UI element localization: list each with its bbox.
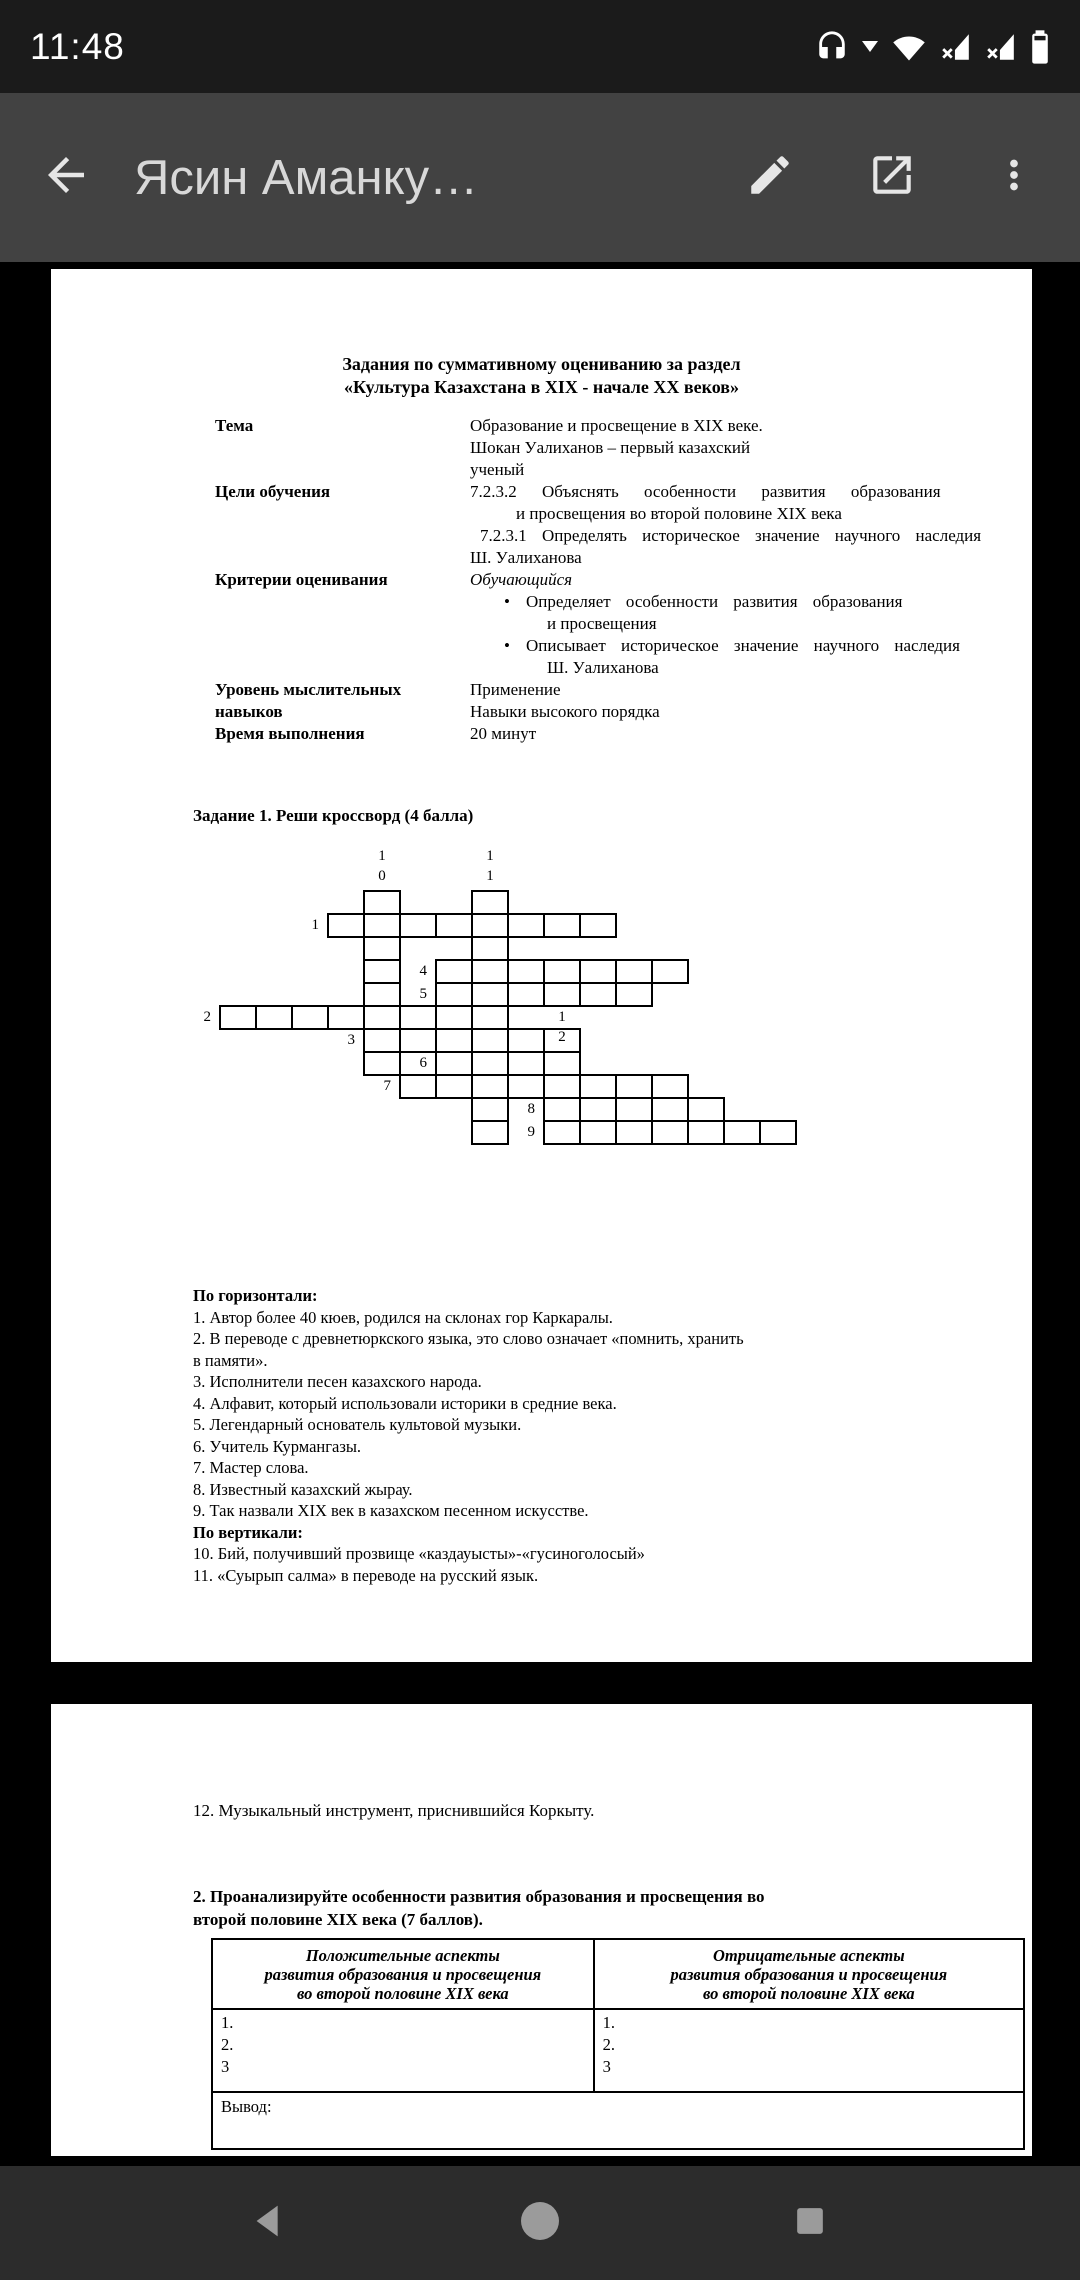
level-value <box>470 679 1017 723</box>
crossword-cell[interactable] <box>327 913 365 938</box>
assessment-title <box>51 353 1032 399</box>
criteria-bullet-line: Ш. Уалиханова <box>547 658 659 677</box>
crossword-cell[interactable] <box>471 913 509 938</box>
crossword-cell[interactable] <box>471 1051 509 1076</box>
crossword-number: 1 0 <box>378 848 386 884</box>
crossword-cell[interactable] <box>435 982 473 1007</box>
crossword-cell[interactable] <box>579 982 617 1007</box>
time-label: Время выполнения <box>215 724 365 743</box>
navigation-bar <box>0 2166 1080 2280</box>
document-scroll-area[interactable] <box>0 262 1080 2166</box>
crossword-cell[interactable] <box>363 959 401 984</box>
meta-row-level <box>215 679 1017 723</box>
document-page-1 <box>51 269 1032 1662</box>
crossword-cell[interactable] <box>363 1051 401 1076</box>
crossword-cell[interactable] <box>471 982 509 1007</box>
crossword-cell[interactable] <box>363 890 401 915</box>
clue-line: 7. Мастер слова. <box>193 1458 309 1477</box>
answer-slot: 1. <box>602 2013 615 2032</box>
tema-line: Шокан Уалиханов – первый казахский <box>470 438 751 457</box>
status-icons <box>815 30 1050 64</box>
crossword-cell[interactable] <box>327 1005 365 1030</box>
vertical-clues-title: По вертикали: <box>193 1522 303 1542</box>
crossword-cell[interactable] <box>291 1005 329 1030</box>
criteria-value <box>470 569 1017 679</box>
crossword-cell[interactable] <box>435 1028 473 1053</box>
document-page-2 <box>51 1704 1032 2156</box>
meta-row-goals <box>215 481 1017 569</box>
crossword-cell[interactable] <box>615 982 653 1007</box>
crossword-number: 1 1 <box>486 848 494 884</box>
task2-heading-line2: второй половине XIX века (7 баллов). <box>193 1910 483 1929</box>
answer-slot: 2. <box>602 2035 615 2054</box>
cellular-signal-crossed-icon-2 <box>985 31 1017 63</box>
clue-12: 12. Музыкальный инструмент, приснившийся Коркыту. <box>193 1801 595 1820</box>
level-label <box>215 679 470 723</box>
horizontal-clues-list <box>193 1307 1005 1522</box>
crossword-cell[interactable] <box>723 1120 761 1145</box>
crossword-number: 3 <box>347 1032 355 1048</box>
open-in-new-button[interactable] <box>860 146 924 210</box>
vertical-clues-list <box>193 1543 1005 1586</box>
crossword-number: 7 <box>383 1078 391 1094</box>
header-line: развития образования и просвещения <box>670 1964 948 1984</box>
clue-line: 1. Автор более 40 кюев, родился на склонах гор Каркаралы. <box>193 1307 613 1327</box>
clue-line: 3. Исполнители песен казахского народа. <box>193 1372 482 1391</box>
back-button[interactable] <box>34 146 98 210</box>
criteria-bullet-text <box>526 591 902 635</box>
tema-line: Образование и просвещение в XIX веке. <box>470 416 763 435</box>
crossword-cell[interactable] <box>471 1028 509 1053</box>
crossword-cell[interactable] <box>615 959 653 984</box>
crossword-cell[interactable] <box>507 959 545 984</box>
answer-slot: 2. <box>221 2035 234 2054</box>
criteria-bullet <box>470 635 1017 679</box>
crossword-cell[interactable] <box>471 1005 509 1030</box>
crossword-cell[interactable] <box>507 1028 545 1053</box>
crossword-cell[interactable] <box>543 1074 581 1099</box>
crossword-cell[interactable] <box>399 913 437 938</box>
pencil-icon <box>745 150 795 205</box>
nav-recents-square-icon <box>788 2199 832 2248</box>
crossword-number: 4 <box>419 963 427 979</box>
header-line: во второй половине XIX века <box>296 1983 509 2003</box>
conclusion-cell[interactable]: Вывод: <box>212 2092 1024 2149</box>
crossword-cell[interactable] <box>759 1120 797 1145</box>
level-label-line: Уровень мыслительных <box>215 680 402 699</box>
task1-heading: Задание 1. Реши кроссворд (4 балла) <box>193 806 474 825</box>
crossword-cell[interactable] <box>363 913 401 938</box>
crossword-number: 1 2 <box>558 1009 566 1045</box>
crossword-number: 8 <box>527 1101 535 1117</box>
header-line: развития образования и просвещения <box>264 1964 542 1984</box>
header-line: во второй половине XIX века <box>702 1983 915 2003</box>
crossword-cell[interactable] <box>471 936 509 961</box>
clue-line: 5. Легендарный основатель культовой музыки. <box>193 1415 522 1434</box>
answer-slot: 1. <box>221 2013 234 2032</box>
clue-line: 9. Так назвали XIX век в казахском песенном искусстве. <box>193 1501 589 1520</box>
criteria-bullet <box>470 591 1017 635</box>
clue-line: 11. «Суырып салма» в переводе на русский язык. <box>193 1565 539 1585</box>
tema-value <box>470 415 1017 481</box>
crossword-cell[interactable] <box>651 1074 689 1099</box>
battery-icon <box>1030 30 1050 64</box>
crossword-cell[interactable] <box>363 982 401 1007</box>
nav-home-button[interactable] <box>506 2189 574 2257</box>
clue-line: 4. Алфавит, который использовали историки в средние века. <box>193 1393 617 1413</box>
criteria-bullet-text <box>526 635 960 679</box>
crossword-cell[interactable] <box>471 1120 509 1145</box>
answer-slot: 3 <box>221 2057 230 2076</box>
crossword-cell[interactable] <box>471 1097 509 1122</box>
crossword-cell[interactable] <box>507 1074 545 1099</box>
assessment-title-line2: «Культура Казахстана в XIX - начале XX веков» <box>343 377 740 397</box>
crossword-cell[interactable] <box>507 913 545 938</box>
crossword-cell[interactable] <box>543 959 581 984</box>
crossword-clues <box>193 1285 1005 1586</box>
crossword-cell[interactable] <box>471 1074 509 1099</box>
nav-back-button[interactable] <box>236 2189 304 2257</box>
task2-heading <box>193 1885 1005 1931</box>
crossword-cell[interactable] <box>399 1074 437 1099</box>
crossword-cell[interactable] <box>579 913 617 938</box>
nav-back-triangle-icon <box>247 2198 293 2249</box>
crossword-cell[interactable] <box>615 1097 653 1122</box>
app-bar <box>0 93 1080 262</box>
edit-button[interactable] <box>738 146 802 210</box>
crossword-cell[interactable] <box>363 1005 401 1030</box>
criteria-bullet-line: Определяет особенности развития образования <box>526 592 903 611</box>
more-vert-icon <box>991 152 1037 203</box>
crossword-cell[interactable] <box>543 1120 581 1145</box>
level-value-line: Применение <box>470 680 561 699</box>
time-value: 20 минут <box>470 724 537 743</box>
crossword-cell[interactable] <box>507 982 545 1007</box>
nav-recents-button[interactable] <box>776 2189 844 2257</box>
assessment-meta <box>215 415 1017 745</box>
open-in-new-icon <box>867 150 917 205</box>
crossword-cell[interactable] <box>435 1051 473 1076</box>
goals-label: Цели обучения <box>215 482 331 501</box>
crossword-cell[interactable] <box>615 1074 653 1099</box>
headphones-icon <box>815 30 849 64</box>
crossword-cell[interactable] <box>615 1120 653 1145</box>
crossword-cell[interactable] <box>543 1051 581 1076</box>
crossword-cell[interactable] <box>363 1028 401 1053</box>
crossword-number: 6 <box>419 1055 427 1071</box>
crossword-number: 2 <box>203 1009 211 1025</box>
crossword-cell[interactable] <box>543 913 581 938</box>
status-bar <box>0 0 1080 93</box>
crossword-cell[interactable] <box>399 1005 437 1030</box>
clock: 11:48 <box>30 25 125 67</box>
document-title: Ясин Аманку… <box>134 150 479 205</box>
clue-line: 2. В переводе с древнетюркского языка, это слово означает «помнить, хранить <box>193 1329 744 1348</box>
aspects-body-row <box>212 2009 1024 2092</box>
cellular-signal-crossed-icon <box>940 31 972 63</box>
crossword-cell[interactable] <box>579 959 617 984</box>
bullet-icon <box>470 591 526 635</box>
level-value-line: Навыки высокого порядка <box>470 702 660 721</box>
crossword-cell[interactable] <box>435 913 473 938</box>
crossword-cell[interactable] <box>687 1097 725 1122</box>
criteria-intro: Обучающийся <box>470 570 573 589</box>
crossword-number: 1 <box>311 917 319 933</box>
nav-home-circle-icon <box>516 2197 564 2250</box>
meta-row-tema <box>215 415 1017 481</box>
crossword-cell[interactable] <box>435 1005 473 1030</box>
arrow-back-icon <box>39 148 93 207</box>
bullet-icon <box>470 635 526 679</box>
task2-heading-line1: 2. Проанализируйте особенности развития образования и просвещения во <box>193 1887 765 1906</box>
aspects-table <box>211 1938 1025 2150</box>
criteria-label: Критерии оценивания <box>215 570 388 589</box>
clue-line: 6. Учитель Курмангазы. <box>193 1436 362 1456</box>
crossword-cell[interactable] <box>507 1051 545 1076</box>
crossword-cell[interactable] <box>687 1120 725 1145</box>
meta-row-criteria <box>215 569 1017 679</box>
goals-line: Ш. Уалиханова <box>470 548 582 567</box>
crossword-cell[interactable] <box>579 1074 617 1099</box>
crossword-cell[interactable] <box>651 1120 689 1145</box>
crossword-cell[interactable] <box>579 1097 617 1122</box>
crossword-cell[interactable] <box>363 936 401 961</box>
negative-aspects-cell[interactable] <box>594 2009 1024 2092</box>
wifi-icon <box>891 32 927 62</box>
clue-line: 8. Известный казахский жырау. <box>193 1479 413 1499</box>
crossword-cell[interactable] <box>471 890 509 915</box>
positive-aspects-header <box>212 1939 594 2009</box>
level-label-line: навыков <box>215 702 283 721</box>
crossword-cell[interactable] <box>255 1005 293 1030</box>
assessment-title-line1: Задания по суммативному оцениванию за раздел <box>342 354 741 374</box>
crossword-cell[interactable] <box>579 1120 617 1145</box>
clue-line: в памяти». <box>193 1350 268 1370</box>
crossword-cell[interactable] <box>435 1074 473 1099</box>
tema-label: Тема <box>215 416 254 435</box>
negative-aspects-header <box>594 1939 1024 2009</box>
crossword-cell[interactable] <box>435 959 473 984</box>
clue-line: 10. Бий, получивший прозвище «каздауысты»-«гусиноголосый» <box>193 1544 645 1563</box>
crossword-cell[interactable] <box>543 982 581 1007</box>
overflow-menu-button[interactable] <box>982 146 1046 210</box>
criteria-bullet-line: и просвещения <box>547 614 657 633</box>
tema-line: ученый <box>470 460 525 479</box>
goals-value <box>470 481 1017 569</box>
crossword-cell[interactable] <box>399 1028 437 1053</box>
aspects-footer-row <box>212 2092 1024 2149</box>
crossword-cell[interactable] <box>651 1097 689 1122</box>
crossword-cell[interactable] <box>471 959 509 984</box>
header-line: Положительные аспекты <box>305 1945 500 1965</box>
aspects-header-row <box>212 1939 1024 2009</box>
answer-slot: 3 <box>602 2057 611 2076</box>
crossword-number: 9 <box>527 1124 535 1140</box>
crossword-number: 5 <box>419 986 427 1002</box>
crossword-cell[interactable] <box>543 1097 581 1122</box>
chevron-down-icon <box>862 41 878 53</box>
crossword-cell[interactable] <box>219 1005 257 1030</box>
crossword-cell[interactable] <box>651 959 689 984</box>
criteria-bullet-line: Описывает историческое значение научного наследия <box>526 636 960 655</box>
positive-aspects-cell[interactable] <box>212 2009 594 2092</box>
goals-line: 7.2.3.1 Определять историческое значение научного наследия <box>480 526 982 545</box>
header-line: Отрицательные аспекты <box>712 1945 905 1965</box>
horizontal-clues-title: По горизонтали: <box>193 1286 318 1305</box>
goals-line: 7.2.3.2 Объяснять особенности развития образования <box>470 482 941 501</box>
meta-row-time <box>215 723 1017 745</box>
goals-line: и просвещения во второй половине XIX века <box>516 504 842 523</box>
